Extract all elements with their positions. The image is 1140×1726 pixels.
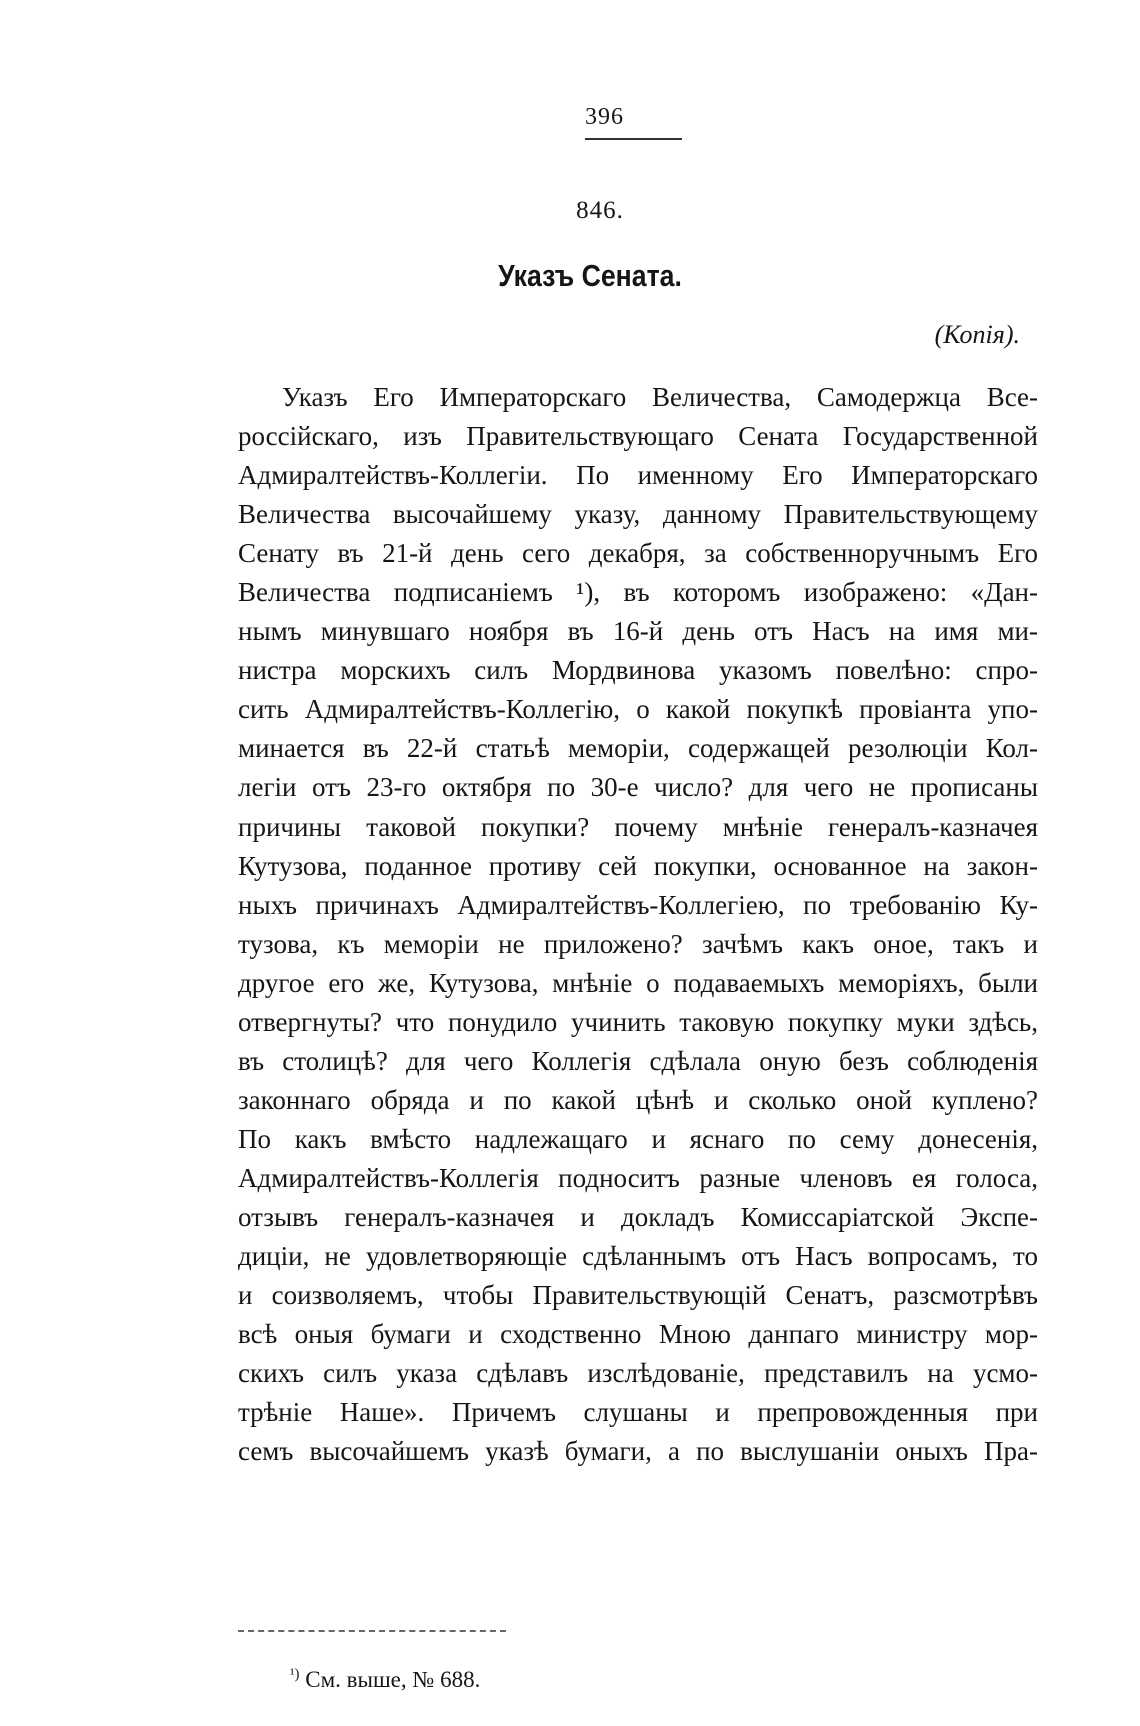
text-line: ныхъ причинахъ Адмиралтействъ-Коллегіею, по требованію Ку- — [238, 889, 1038, 920]
text-line: Указъ Его Императорскаго Величества, Самодержца Все- — [282, 382, 1038, 412]
text-line: законнаго обряда и по какой цѣнѣ и сколько оной куплено? — [238, 1084, 1038, 1115]
text-line: Сенату въ 21-й день сего декабря, за собственноручнымъ Его — [238, 538, 1038, 569]
text-line: Кутузова, поданное противу сей покупки, основанное на закон- — [238, 850, 1038, 881]
page-number: 396 — [585, 104, 624, 130]
footnote — [290, 1667, 480, 1693]
text-line: Величества подписаніемъ ¹), въ которомъ изображено: «Дан- — [238, 577, 1038, 608]
text-line: россійскаго, изъ Правительствующаго Сената Государственной — [238, 421, 1038, 452]
text-line: диціи, не удовлетворяющіе сдѣланнымъ отъ Насъ вопросамъ, то — [238, 1241, 1038, 1272]
text-line: По какъ вмѣсто надлежащаго и яснаго по сему донесенія, — [238, 1123, 1038, 1154]
text-line: трѣніе Наше». Причемъ слушаны и препровожденныя при — [238, 1397, 1038, 1428]
document-title: Указъ Сената. — [498, 258, 682, 293]
footnote-marker: ¹) — [290, 1666, 300, 1683]
text-line: минается въ 22-й статьѣ меморіи, содержащей резолюціи Кол- — [238, 733, 1038, 764]
text-line: легіи отъ 23-го октября по 30-е число? для чего не прописаны — [238, 772, 1038, 803]
document-number: 846. — [576, 197, 624, 224]
text-line: семъ высочайшемъ указѣ бумаги, а по выслушаніи оныхъ Пра- — [238, 1436, 1038, 1467]
text-line: скихъ силъ указа сдѣлавъ изслѣдованіе, представилъ на усмо- — [238, 1358, 1038, 1389]
text-line: сить Адмиралтействъ-Коллегію, о какой покупкѣ провіанта упо- — [238, 694, 1038, 725]
page-number-underline — [585, 138, 682, 140]
text-line: причины таковой покупки? почему мнѣніе генералъ-казначея — [238, 811, 1038, 842]
text-line: и соизволяемъ, чтобы Правительствующій Сенатъ, разсмотрѣвъ — [238, 1280, 1038, 1311]
footnote-text: См. выше, № 688. — [305, 1667, 481, 1692]
text-line: нымъ минувшаго ноября въ 16-й день отъ Насъ на имя ми- — [238, 616, 1038, 647]
text-line: нистра морскихъ силъ Мордвинова указомъ повелѣно: спро- — [238, 655, 1038, 686]
text-line: отвергнуты? что понудило учинить таковую покупку муки здѣсь, — [238, 1006, 1038, 1037]
copy-note: (Копія). — [934, 320, 1020, 349]
footnote-separator — [238, 1630, 506, 1632]
text-line: въ столицѣ? для чего Коллегія сдѣлала оную безъ соблюденія — [238, 1045, 1038, 1076]
text-line: Адмиралтействъ-Коллегія подноситъ разные членовъ ея голоса, — [238, 1162, 1038, 1193]
text-line: тузова, къ меморіи не приложено? зачѣмъ какъ оное, такъ и — [238, 928, 1038, 959]
text-line: отзывъ генералъ-казначея и докладъ Комиссаріатской Экспе- — [238, 1201, 1038, 1232]
text-line: Адмиралтействъ-Коллегіи. По именному Его Императорскаго — [238, 460, 1038, 491]
text-line: Величества высочайшему указу, данному Правительствующему — [238, 499, 1038, 530]
text-line: всѣ оныя бумаги и сходственно Мною данпаго министру мор- — [238, 1319, 1038, 1350]
text-line: другое его же, Кутузова, мнѣніе о подаваемыхъ меморіяхъ, были — [238, 967, 1038, 998]
body-text — [238, 378, 1038, 1471]
